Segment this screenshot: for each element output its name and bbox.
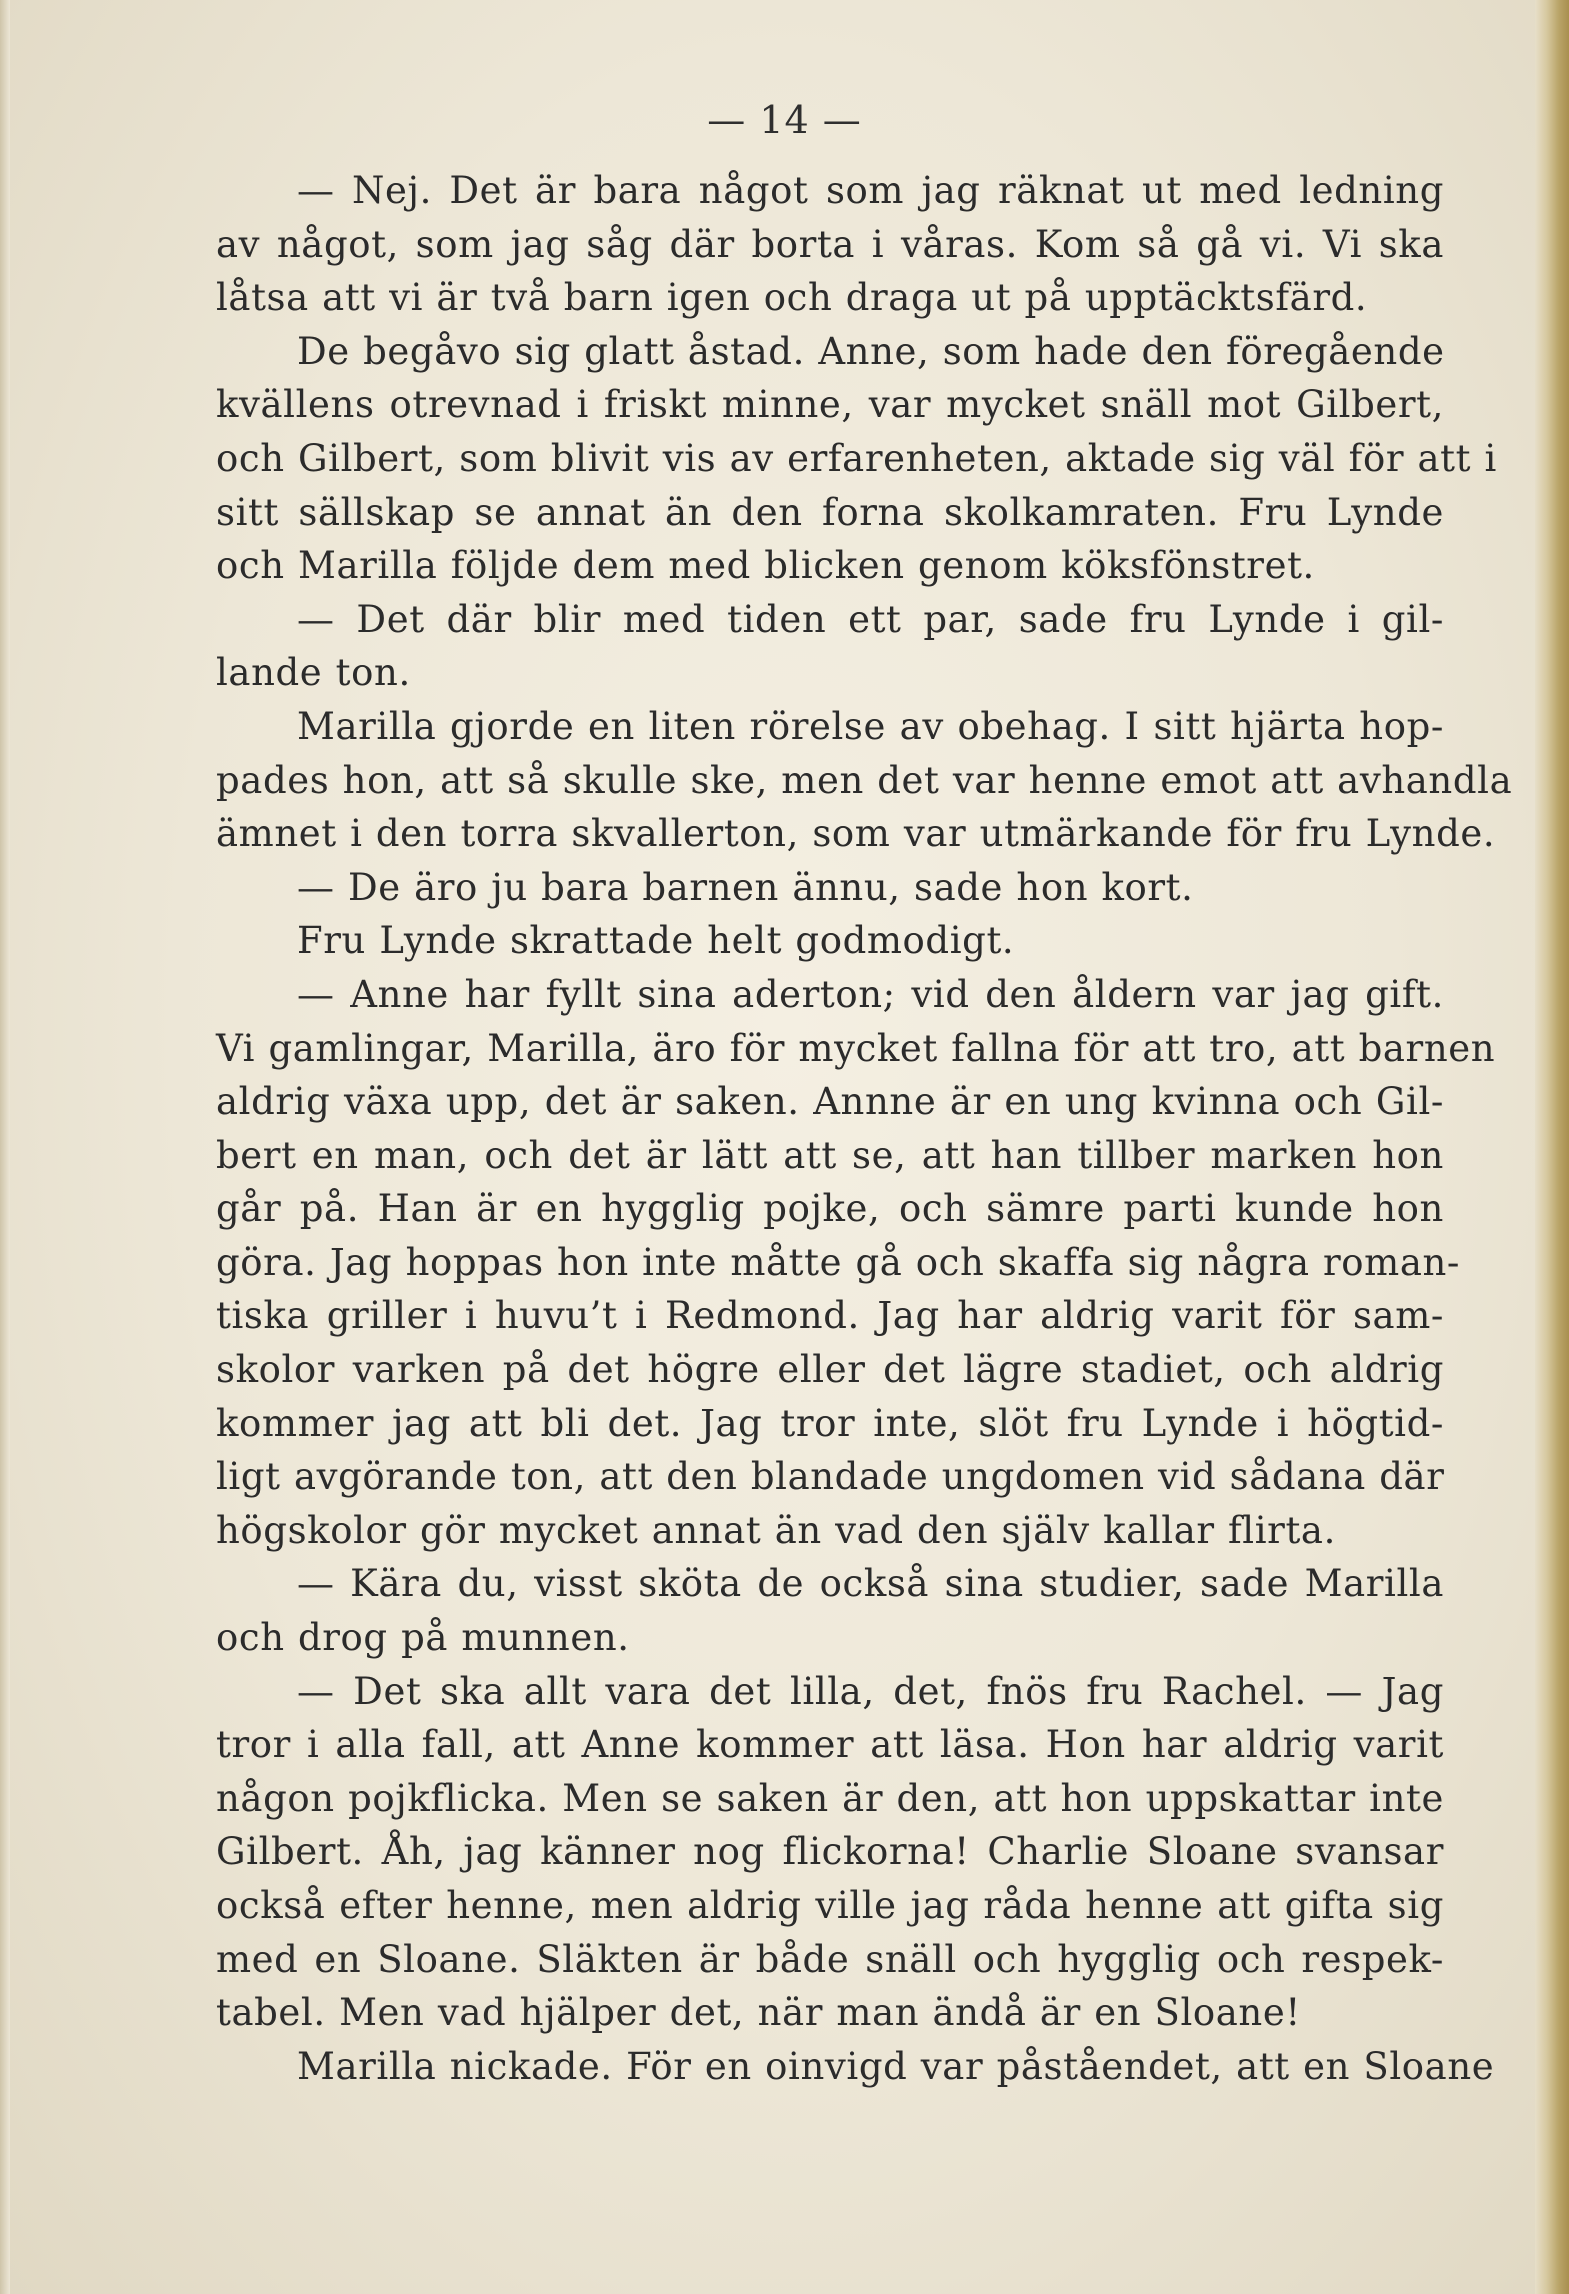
text-line: någon pojkflicka. Men se saken är den, att hon uppskattar inte (216, 1776, 1444, 1820)
text-line: — Det där blir med tiden ett par, sade fru Lynde i gil- (297, 597, 1444, 641)
text-line: — Det ska allt vara det lilla, det, fnös fru Rachel. — Jag (297, 1669, 1444, 1713)
text-line: De begåvo sig glatt åstad. Anne, som hade den föregående (297, 329, 1445, 373)
page-number: — 14 — (707, 98, 862, 142)
text-line: går på. Han är en hygglig pojke, och sämre parti kunde hon (216, 1187, 1444, 1231)
text-line: också efter henne, men aldrig ville jag råda henne att gifta sig (216, 1884, 1444, 1927)
text-line: och Gilbert, som blivit vis av erfarenheten, aktade sig väl för att i (216, 436, 1497, 480)
text-line: — Anne har fyllt sina aderton; vid den åldern var jag gift. (297, 972, 1444, 1016)
text-line: låtsa att vi är två barn igen och draga ut på upptäcktsfärd. (216, 276, 1368, 320)
text-line: lande ton. (216, 651, 411, 695)
text-line: av något, som jag såg där borta i våras. Kom så gå vi. Vi ska (216, 222, 1444, 266)
text-line: pades hon, att så skulle ske, men det var henne emot att avhandla (216, 758, 1513, 802)
text-line: högskolor gör mycket annat än vad den själv kallar flirta. (216, 1508, 1336, 1552)
text-line: Marilla nickade. För en oinvigd var påståendet, att en Sloane (297, 2044, 1495, 2088)
text-line: Fru Lynde skrattade helt godmodigt. (297, 919, 1015, 963)
text-line: tror i alla fall, att Anne kommer att läsa. Hon har aldrig varit (216, 1723, 1444, 1767)
page-left-edge (0, 0, 10, 2294)
text-line: ämnet i den torra skvallerton, som var utmärkande för fru Lynde. (216, 812, 1496, 856)
text-line: ligt avgörande ton, att den blandade ungdomen vid sådana där (216, 1455, 1445, 1499)
text-line: kommer jag att bli det. Jag tror inte, slöt fru Lynde i högtid- (216, 1401, 1444, 1445)
page-right-edge (1535, 0, 1569, 2294)
text-line: skolor varken på det högre eller det lägre stadiet, och aldrig (216, 1348, 1444, 1392)
text-line: Vi gamlingar, Marilla, äro för mycket fallna för att tro, att barnen (216, 1026, 1496, 1070)
body-text (216, 164, 1513, 2093)
text-line: kvällens otrevnad i friskt minne, var mycket snäll mot Gilbert, (216, 383, 1444, 427)
text-line: tiska griller i huvu’t i Redmond. Jag har aldrig varit för sam- (216, 1294, 1444, 1338)
text-line: — Kära du, visst sköta de också sina studier, sade Marilla (297, 1562, 1444, 1606)
text-line: och Marilla följde dem med blicken genom köksfönstret. (216, 544, 1315, 588)
text-line: Gilbert. Åh, jag känner nog flickorna! Charlie Sloane svansar (216, 1830, 1444, 1874)
text-line: tabel. Men vad hjälper det, när man ändå är en Sloane! (216, 1991, 1301, 2035)
text-line: — De äro ju bara barnen ännu, sade hon kort. (297, 865, 1194, 909)
text-line: aldrig växa upp, det är saken. Annne är en ung kvinna och Gil- (216, 1080, 1444, 1124)
text-line: och drog på munnen. (216, 1616, 630, 1660)
text-line: bert en man, och det är lätt att se, att han tillber marken hon (216, 1133, 1444, 1177)
text-line: göra. Jag hoppas hon inte måtte gå och skaffa sig några roman- (216, 1240, 1461, 1284)
text-line: Marilla gjorde en liten rörelse av obehag. I sitt hjärta hop- (297, 704, 1444, 748)
text-line: — Nej. Det är bara något som jag räknat ut med ledning (297, 169, 1444, 212)
text-line: med en Sloane. Släkten är både snäll och hygglig och respek- (216, 1937, 1444, 1981)
text-line: sitt sällskap se annat än den forna skolkamraten. Fru Lynde (216, 490, 1444, 534)
